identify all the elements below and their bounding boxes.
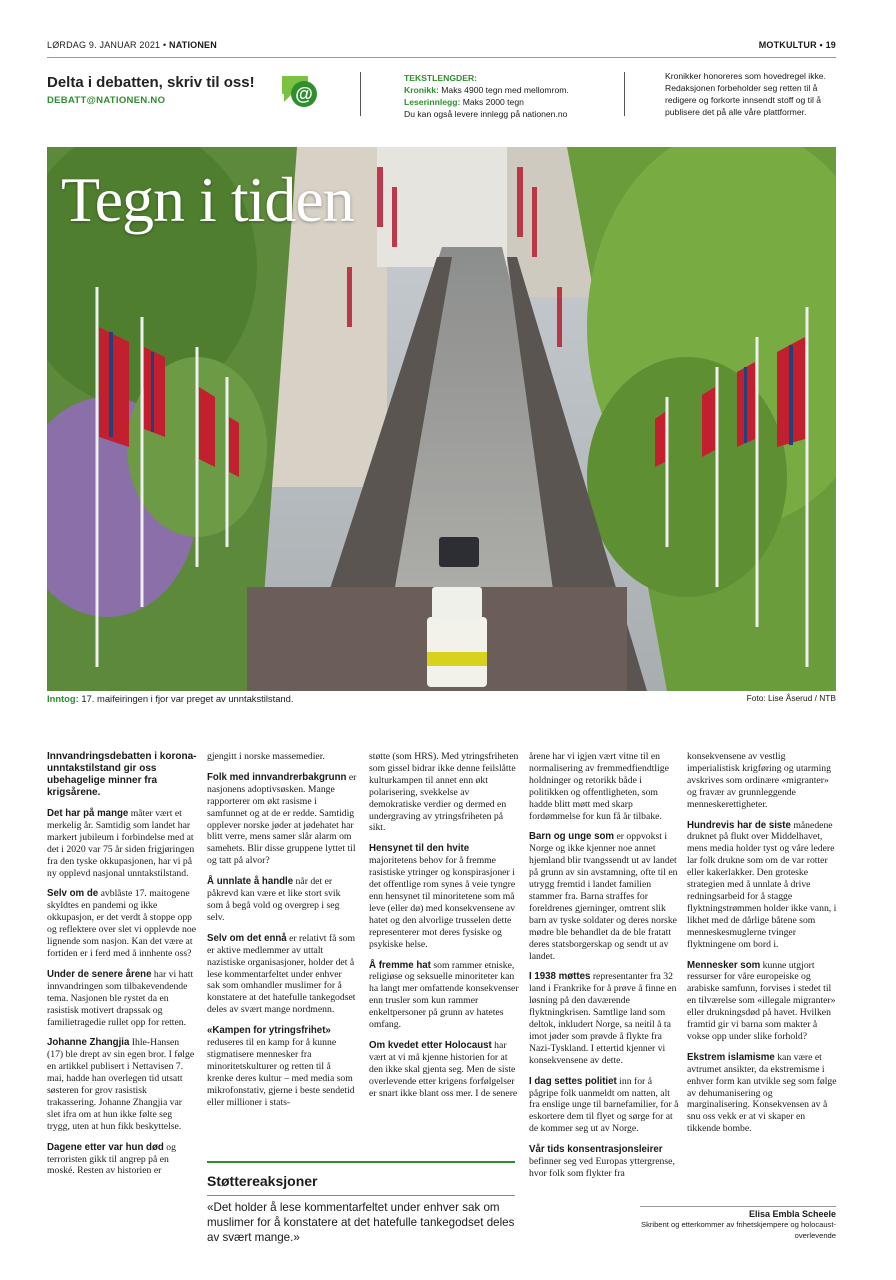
article-column-2 bbox=[207, 751, 357, 1117]
paragraph: støtte (som HRS). Med ytringsfriheten som gissel bidrar ikke denne feilslåtte kulturkampen til annet enn økt polarisering, svekkelse av demokratiske verdier og dermed en undergraving av ytringsfriheten på sikt. bbox=[369, 751, 519, 834]
infobar-divider bbox=[624, 72, 625, 116]
at-sign-bubble-icon bbox=[280, 72, 320, 112]
paragraph: Dagene etter var hun død og terroristen gikk til angrep på en moské. Resten av historien er bbox=[47, 1141, 176, 1177]
folio-left: LØRDAG 9. JANUAR 2021 • NATIONEN bbox=[47, 40, 217, 50]
paragraph: I 1938 møttes representanter fra 32 land i Frankrike for å prøve å finne en løsning på den daværende flyktningkrisen. Samtlige land som deltok, inkludert Norge, sa neitil å ta imot jøder som prøvde å flykte fra Nazi-Tyskland. I ettertid kjenner vi konsekvensene av dette. bbox=[529, 971, 677, 1066]
paragraph: Vår tids konsentrasjonsleirer befinner seg ved Europas yttergrense, hvor folk som flykter fra bbox=[529, 1144, 675, 1179]
svg-text:@: @ bbox=[295, 84, 313, 104]
folio-right: MOTKULTUR • 19 bbox=[758, 40, 836, 50]
text-length-line: Leserinnlegg: Maks 2000 tegn bbox=[404, 97, 524, 107]
headline: Tegn i tiden bbox=[61, 164, 354, 235]
paragraph: årene har vi igjen vært vitne til en normalisering av fremmedfiendtlige holdninger og retorikk både i politikken og offentligheten, som hadde blitt møtt med skarp fordømmelse for kun få år tilbake. bbox=[529, 751, 669, 822]
debate-infobar bbox=[47, 70, 836, 122]
paragraph: Under de senere årene har vi hatt innvandringen som tilbakevendende tema. Nasjonen ble rystet da en rasistisk motivert drapssak og familietragedie rullet opp for retten. bbox=[47, 968, 194, 1028]
paragraph: Ekstrem islamisme kan være et avtrumet ansikter, da ekstremisme i enhver form kan utvikle seg som følge av dehumanisering og marginalisering. Konsekvensen av å snu oss vekk er at vi skaper en tikkende bombe. bbox=[687, 1051, 837, 1135]
caption-label: Inntog: bbox=[47, 693, 79, 704]
caption-text: 17. maifeiringen i fjor var preget av unntakstilstand. bbox=[81, 693, 294, 704]
text-length-info bbox=[404, 72, 634, 120]
debate-email-link[interactable]: DEBATT@NATIONEN.NO bbox=[47, 95, 166, 106]
paragraph: Barn og unge som er oppvokst i Norge og ikke kjenner noe annet hjemland blir tvangssendt ut av landet på grunn av sin avstamning, ofte til en utrygg fremtid i landet familien stammer fra. Barna straffes for foreldrenes gjerninger, omtrent slik barn av tyske soldater og deres norske mødre ble behandlet da de ble fratatt deres statsborgerskap og sendt ut av landet. bbox=[529, 831, 678, 962]
top-rule bbox=[47, 57, 836, 58]
article-column-1 bbox=[47, 751, 197, 1186]
text-length-heading: TEKSTLENGDER: bbox=[404, 73, 478, 83]
paragraph: I dag settes politiet inn for å pågripe folk uanmeldt om natten, alt fra enslige unge til barnefamilier, for å eskortere dem til flyet og sørge for at de kommer seg ut av Norge. bbox=[529, 1075, 679, 1135]
article-column-3 bbox=[369, 751, 519, 1108]
paragraph: Mennesker som kunne utgjort ressurser for våre europeiske og arabiske samfunn, forvises i stedet til en tilværelse som «illegale migranter» eller drukningsdød på havet. Hvilken framtid gir vi barna som makter å vokse opp under slike forhold? bbox=[687, 959, 836, 1042]
paragraph: gjengitt i norske massemedier. bbox=[207, 751, 325, 762]
article-lead: Innvandringsdebatten i korona-unntakstilstand gir oss ubehagelige minner fra krigsårene. bbox=[47, 751, 197, 798]
paragraph: Hundrevis har de siste månedene druknet på flukt over Middelhavet, mens media holder tyst og våre ledere lar folk drukne som om de var rotter eller kakerlakker. Den groteske strategien med å unnlate å drive redningsarbeid for å stagge flyktningstrømmen holder ikke vann, i likhet med de dårlige båtene som menneskesmuglerne tvinger flyktningene om bord i. bbox=[687, 819, 837, 950]
debate-call-title: Delta i debatten, skriv til oss! bbox=[47, 74, 255, 91]
paragraph: Selv om de avblåste 17. maitogene skyldtes en pandemi og ikke okkupasjon, er det verdt å stoppe opp og reflektere over slet vi opplevde noe lignende som nasjon. Kan det være at fortiden er i ferd med å innhente oss? bbox=[47, 888, 197, 959]
paragraph: Selv om det ennå er relativt få som er aktive medlemmer av uttalt nazistiske organisasjoner, holder det å lese kommentarfeltet under enhver sak som omhandler muslimer for å konstatere at det hatefulle tankegodset deles av svært mange nordmenn. bbox=[207, 932, 356, 1016]
folio-page-number: 19 bbox=[825, 40, 836, 50]
paragraph: Johanne Zhangjia Ihle-Hansen (17) ble drept av sin egen bror. I følge en artikkel publisert i Nettavisen 7. mai, hadde han overlegen tid utsatt søsteren for grov rasistisk trakassering. Johanne Zhangjia var slet ifra om at hun ikke følte seg trygg, uten at hun fikk beskyttelse. bbox=[47, 1037, 195, 1132]
page-folio bbox=[47, 40, 836, 54]
pull-quote-box bbox=[207, 1161, 515, 1245]
paragraph: Å unnlate å handle når det er påkrevd kan være et like stort svik som å begå vold og overgrep i seg selv. bbox=[207, 876, 341, 923]
photo-caption bbox=[47, 693, 836, 707]
paragraph: Om kvedet etter Holocaust har vært at vi må kjenne historien for at den ikke skal gjenta seg. Men de siste overlevende etter krigens forfølgelser er snart ikke blant oss mer. I de senere bbox=[369, 1039, 518, 1099]
paragraph: Folk med innvandrerbakgrunn er nasjonens adoptivsøsken. Mange rapporterer om økt rasisme i samfunnet og at de er redde. Samtidig opplever norske jøder at jødehatet har blitt verre, mens samer slår alarm om samehets. Blir disse gruppene lyttet til og tatt på alvor? bbox=[207, 771, 357, 867]
text-length-line: Kronikk: Maks 4900 tegn med mellomrom. bbox=[404, 85, 569, 95]
paragraph: konsekvensene av vestlig imperialistisk krigføring og utarming avskrives som ordinære «migranter» og fravær av grunnleggende menneskerettigheter. bbox=[687, 751, 831, 810]
author-byline bbox=[640, 1206, 836, 1241]
paragraph: «Kampen for ytringsfrihet» reduseres til en kamp for å kunne stigmatisere mennesker fra minoritetskulturer og retten til å krenke deres kultur – med media som mikrofonstativ, gjerne i beste sendetid eller millioner i stats- bbox=[207, 1025, 355, 1108]
pull-quote-heading: Støttereaksjoner bbox=[207, 1163, 515, 1196]
author-name: Elisa Embla Scheele bbox=[640, 1206, 836, 1219]
editorial-notice: Kronikker honoreres som hovedregel ikke. Redaksjonen forbeholder seg retten til å redigere og forkorte innsendt stoff og til å publisere det på alle våre plattformer. bbox=[665, 71, 826, 117]
paragraph: Hensynet til den hvite majoritetens behov for å fremme rasistiske ytringer og konspirasjoner i det offentlige rom synes å veie tyngre enn hensynet til minoritetene som må leve (eller dø) med konsekvensene av hatet og den alvorlige trusselen dette representerer mot deres fysiske og psykiske helse. bbox=[369, 843, 516, 950]
author-description: Skribent og etterkommer av frihetskjempere og holocaust-overlevende bbox=[641, 1220, 836, 1240]
paragraph: Å fremme hat som rammer etniske, religiøse og seksuelle minoriteter kan ha langt mer omfattende konsekvenser enn trusler som kun rammer enkeltpersoner på grunn av hatetes omfang. bbox=[369, 959, 519, 1031]
parade-photo bbox=[47, 147, 836, 691]
text-length-line: Du kan også levere innlegg på nationen.no bbox=[404, 109, 568, 119]
pull-quote-text: «Det holder å lese kommentarfeltet under enhver sak om muslimer for å konstatere at det hatefulle tankegodset deles av svært mange.» bbox=[207, 1201, 515, 1244]
folio-paper: NATIONEN bbox=[169, 40, 217, 50]
article-column-4 bbox=[529, 751, 679, 1189]
folio-date: LØRDAG 9. JANUAR 2021 bbox=[47, 40, 161, 50]
article-column-5 bbox=[687, 751, 837, 1144]
paragraph: Det har på mange måter vært et merkelig år. Samtidig som landet har markert jubileum i forbindelse med at det i 2020 var 75 år siden frigjøringen fra den tyske okkupasjonen, har vi på ny opplevd nasjonal unntakstilstand. bbox=[47, 808, 195, 879]
photo-credit: Foto: Lise Åserud / NTB bbox=[746, 693, 836, 703]
infobar-divider bbox=[360, 72, 361, 116]
folio-section: MOTKULTUR bbox=[758, 40, 817, 50]
